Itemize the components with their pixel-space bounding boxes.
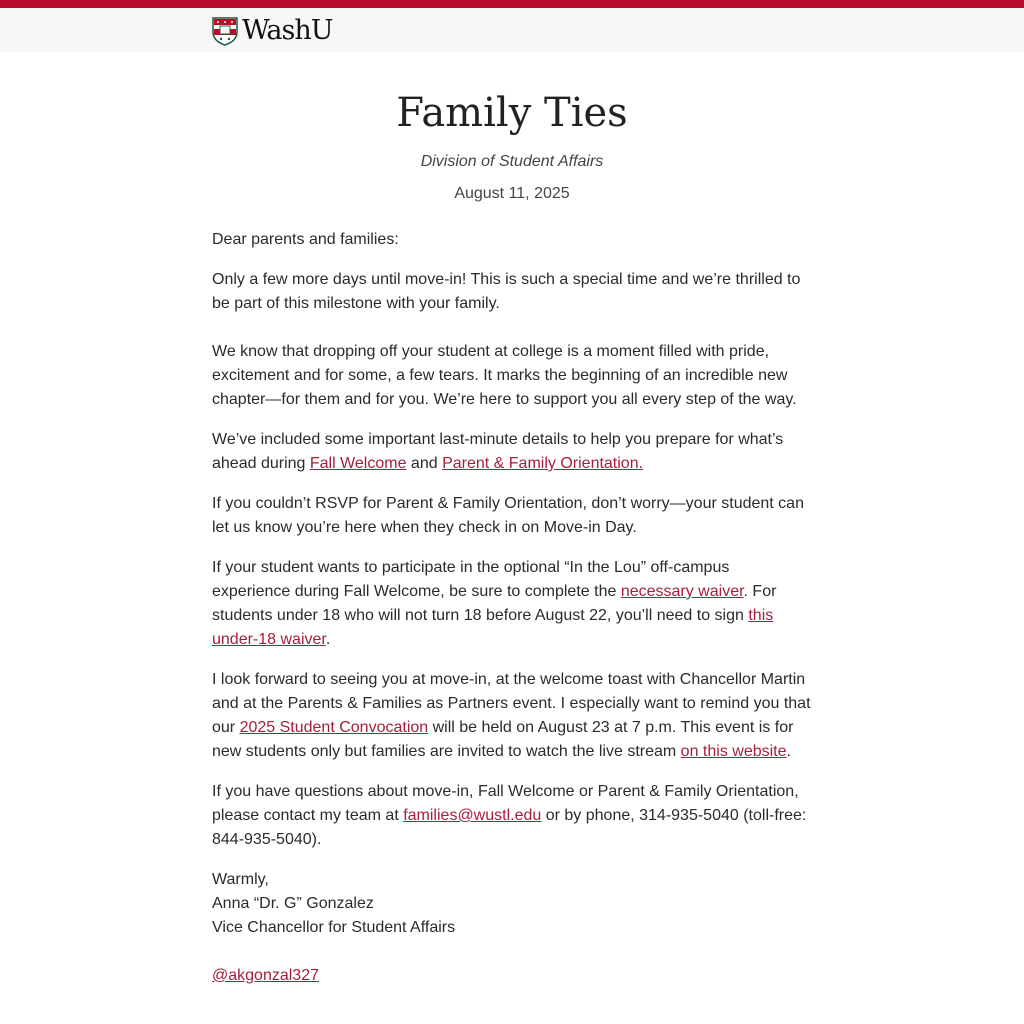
newsletter-body bbox=[212, 88, 812, 988]
text: I look forward to seeing you at move-in, at the welcome toast with Chancellor Martin and at the Parents & Families as Partners event. I especially want to remind you that our bbox=[212, 671, 811, 736]
signer-name: Anna “Dr. G” Gonzalez bbox=[212, 895, 374, 912]
signoff bbox=[212, 868, 812, 940]
social-handle-link[interactable]: @akgonzal327 bbox=[212, 967, 319, 984]
header bbox=[0, 8, 1024, 52]
text: . For students under 18 who will not turn 18 before August 22, you’ll need to sign bbox=[212, 583, 777, 624]
paragraph-support: We know that dropping off your student at college is a moment filled with pride, excitement and for some, a few tears. It marks the beginning of an incredible new chapter—for them and for you. We’re here to support you all every step of the way. bbox=[212, 343, 797, 408]
logo-wordmark: WashU bbox=[242, 15, 333, 46]
text: or by phone, 314-935-5040 (toll-free: 844-935-5040). bbox=[212, 807, 807, 848]
text: We’ve included some important last-minute details to help you prepare for what’s ahead during bbox=[212, 431, 784, 472]
page-title: Family Ties bbox=[396, 90, 628, 136]
paragraph-waiver bbox=[212, 556, 812, 652]
social-handle bbox=[212, 964, 812, 988]
text: and bbox=[406, 455, 443, 472]
washu-logo[interactable] bbox=[212, 16, 333, 46]
text: . bbox=[786, 743, 791, 760]
necessary-waiver-link[interactable]: necessary waiver bbox=[620, 583, 744, 600]
paragraph-rsvp: If you couldn’t RSVP for Parent & Family Orientation, don’t worry—your student can let us know you’re here when they check in on Move-in Day. bbox=[212, 495, 804, 536]
closing: Warmly, bbox=[212, 871, 269, 888]
text: will be held on August 23 at 7 p.m. This event is for new students only but families are invited to watch the live stream bbox=[212, 719, 794, 760]
top-accent-bar bbox=[0, 0, 1024, 8]
text: . bbox=[325, 631, 331, 648]
convocation-link[interactable]: 2025 Student Convocation bbox=[239, 719, 429, 736]
paragraph-details bbox=[212, 428, 812, 476]
orientation-link[interactable]: Parent & Family Orientation. bbox=[442, 455, 644, 472]
paragraph-intro: Only a few more days until move-in! This is such a special time and we’re thrilled to be part of this milestone with your family. bbox=[212, 271, 801, 312]
shield-icon bbox=[212, 17, 238, 46]
text: If you have questions about move-in, Fall Welcome or Parent & Family Orientation, please contact my team at bbox=[212, 783, 799, 824]
paragraph-convocation bbox=[212, 668, 812, 764]
fall-welcome-link[interactable]: Fall Welcome bbox=[309, 455, 407, 472]
signer-role: Vice Chancellor for Student Affairs bbox=[212, 919, 456, 936]
subtitle: Division of Student Affairs bbox=[420, 153, 604, 170]
date: August 11, 2025 bbox=[454, 185, 570, 202]
live-stream-link[interactable]: on this website bbox=[680, 743, 787, 760]
under-18-waiver-link[interactable]: this under-18 waiver bbox=[212, 607, 774, 648]
paragraph-contact bbox=[212, 780, 812, 852]
text: If your student wants to participate in the optional “In the Lou” off-campus experience during Fall Welcome, be sure to complete the bbox=[212, 559, 730, 600]
greeting: Dear parents and families: bbox=[212, 231, 399, 248]
email-link[interactable]: families@wustl.edu bbox=[403, 807, 542, 824]
